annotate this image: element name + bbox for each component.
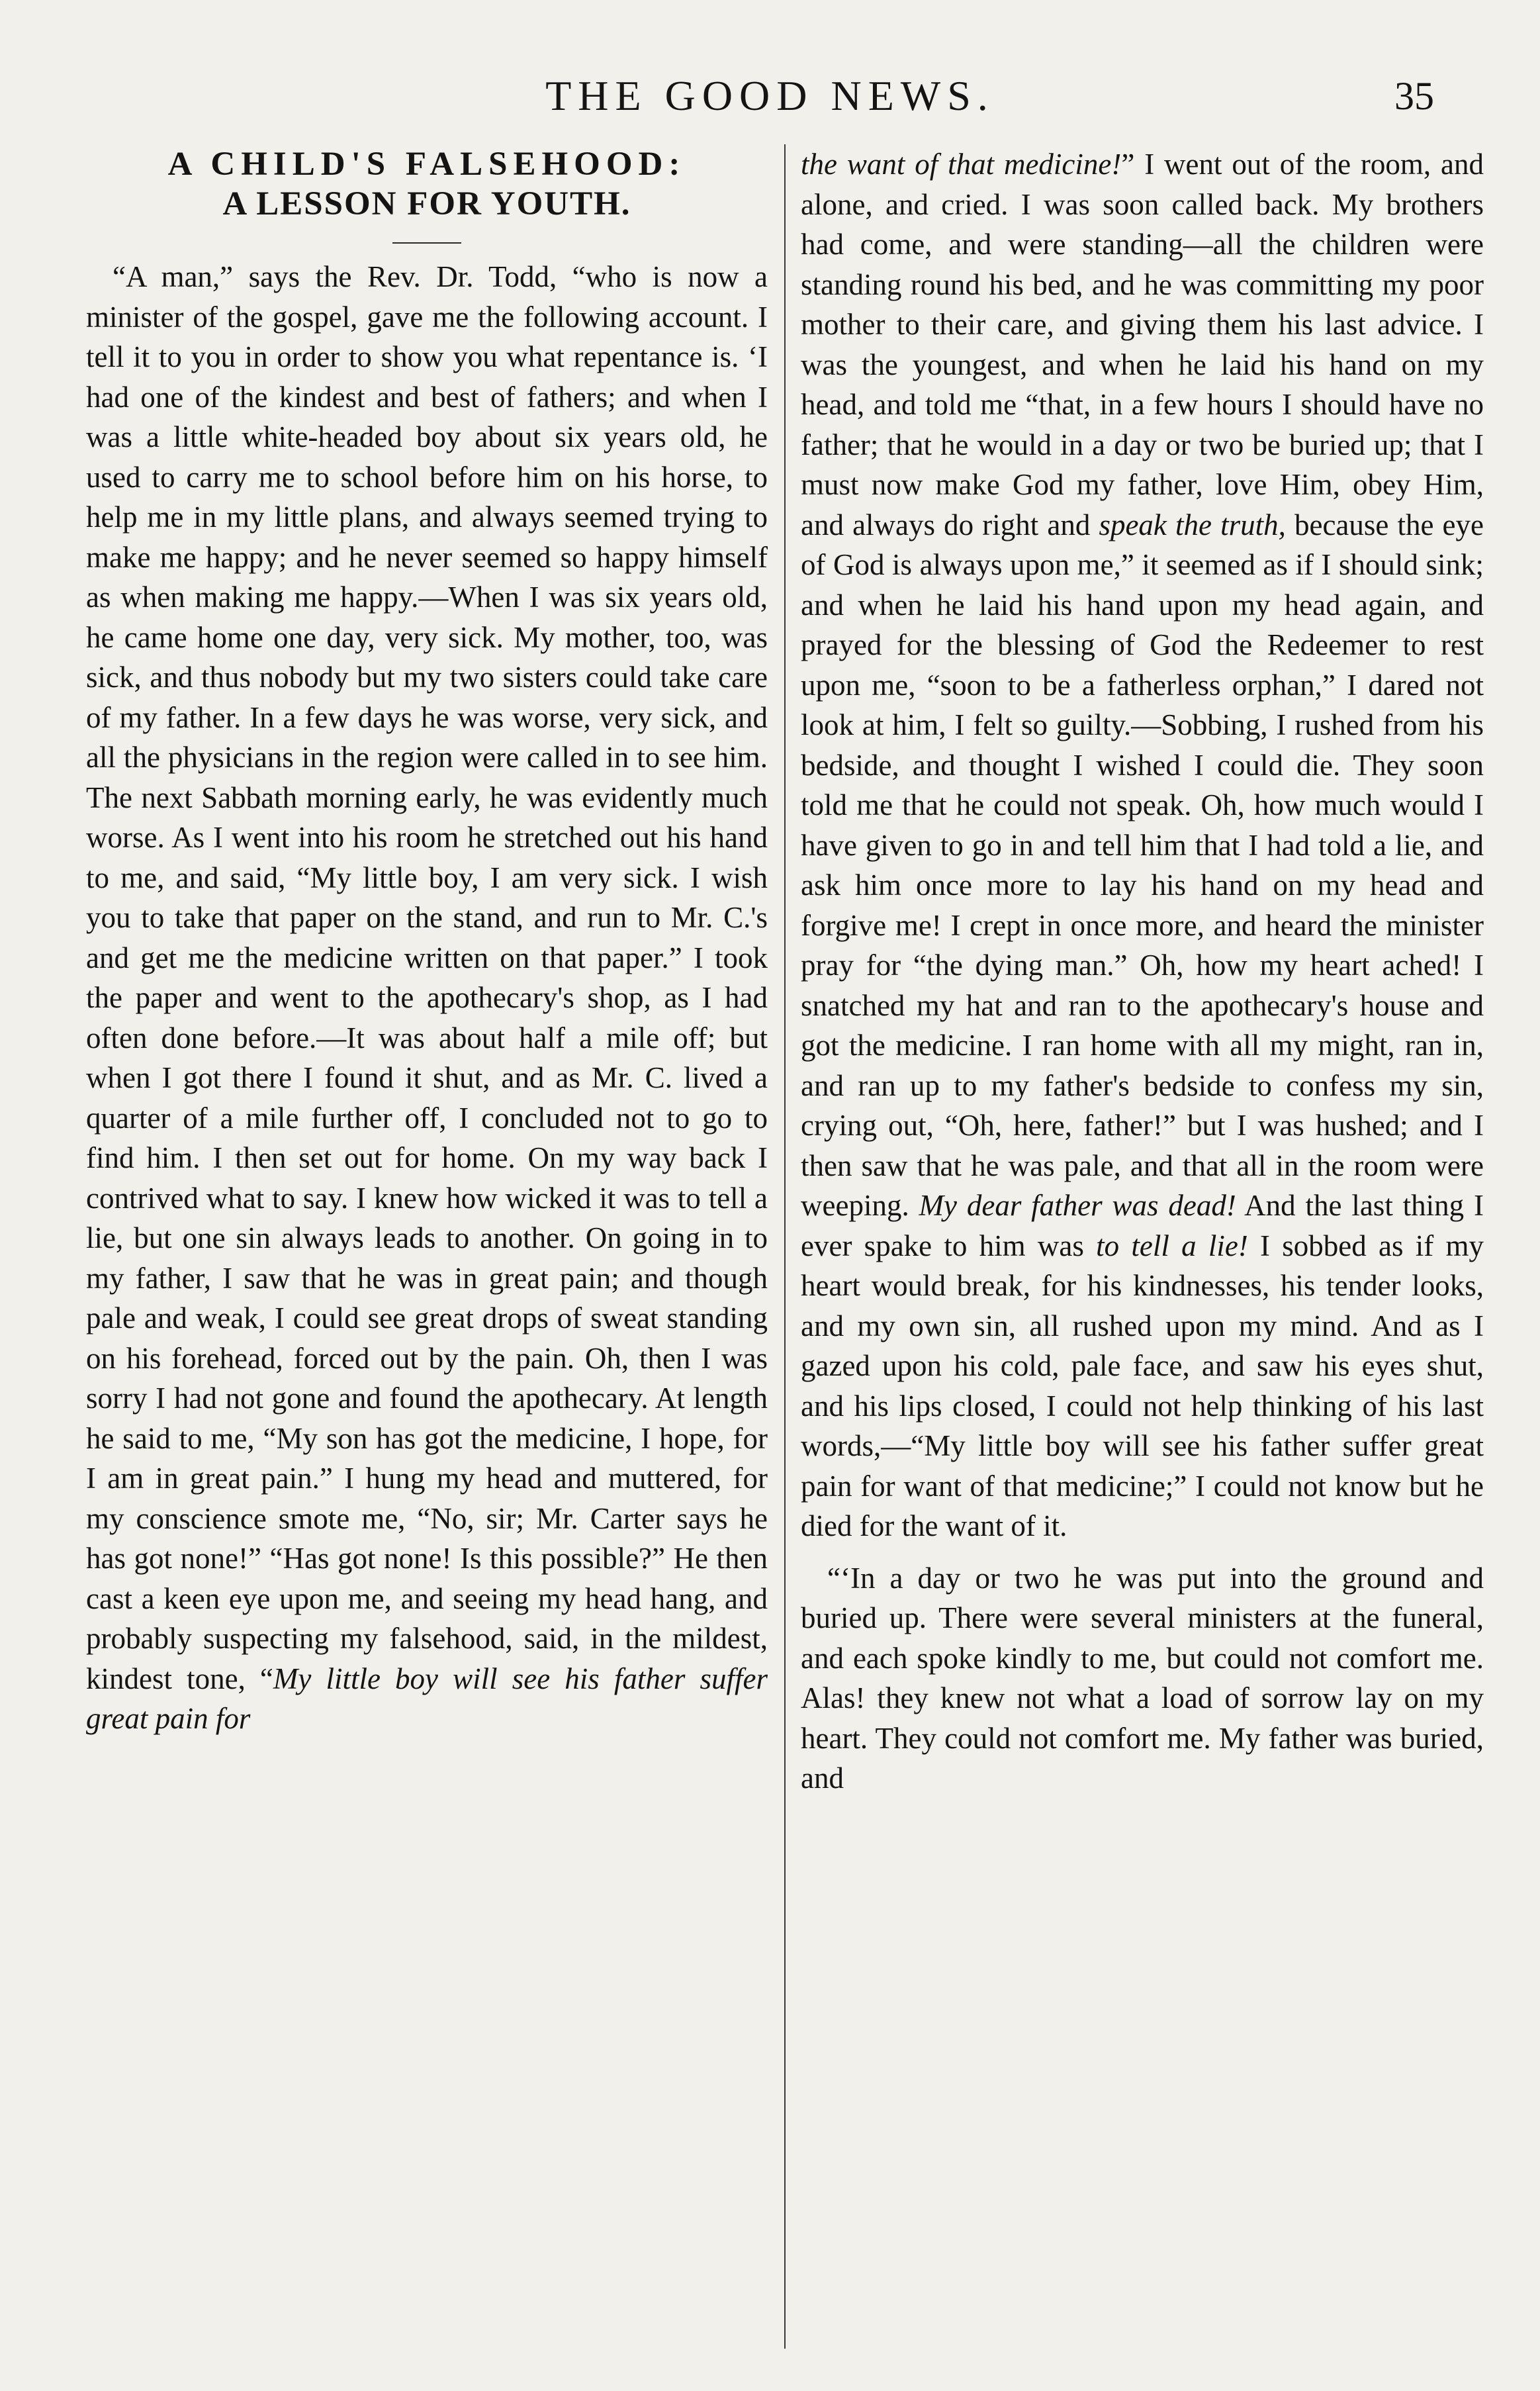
article-paragraph: “‘In a day or two he was put into the ground and buried up. There were several ministers at the funeral, and each spoke kindly to me, but could not comfort me. Alas! they knew not what a load of sorrow lay on my heart. They could not comfort me. My father was buried, and — [801, 1561, 1484, 1795]
page-number: 35 — [1394, 74, 1434, 118]
article-paragraph — [86, 257, 768, 1739]
paragraph-italic-text: My dear father was dead! — [919, 1189, 1236, 1222]
paragraph-italic-text: My little boy will see his father suffer great pain for — [86, 1662, 768, 1735]
paragraph-italic-text: speak the truth, — [1099, 508, 1286, 541]
running-head — [0, 70, 1540, 122]
article-title — [86, 144, 768, 224]
paragraph-text: “A man,” says the Rev. Dr. Todd, “who is now a minister of the gospel, gave me the following account. I tell it to you in order to show you what repentance is. ‘I had one of the kindest and best of fathers; and when I was a little white-headed boy about six years old, he used to carry me to school before him on his horse, to help me in my little plans, and always seemed trying to make me happy; and he never seemed so happy himself as when making me happy.—When I was six years old, he came home one day, very sick. My mother, too, was sick, and thus nobody but my two sisters could take care of my father. In a few days he was worse, very sick, and all the physicians in the region were called in to see him. The next Sabbath morning early, he was evidently much worse. As I went into his room he stretched out his hand to me, and said, “My little boy, I am very sick. I wish you to take that paper on the stand, and run to Mr. C.'s and get me the medicine written on that paper.” I took the paper and went to the apothecary's shop, as I had often done before.—It was about half a mile off; but when I got there I found it shut, and as Mr. C. lived a quarter of a mile further off, I concluded not to go to find him. I then set out for home. On my way back I contrived what to say. I knew how wicked it was to tell a lie, but one sin always leads to another. On going in to my father, I saw that he was in great pain; and though pale and weak, I could see great drops of sweat standing on his forehead, forced out by the pain. Oh, then I was sorry I had not gone and found the apothecary. At length he said to me, “My son has got the medicine, I hope, for I am in great pain.” I hung my head and muttered, for my conscience smote me, “No, sir; Mr. Carter says he has got none!” “Has got none! Is this possible?” He then cast a keen eye upon me, and seeing my head hang, and probably suspecting my falsehood, said, in the mildest, kindest tone, “ — [86, 260, 768, 1695]
article-title-line-2: A LESSON FOR YOUTH. — [222, 185, 631, 222]
article-title-line-1: A CHILD'S FALSEHOOD: — [167, 146, 686, 183]
paragraph-italic-text: to tell a lie! — [1096, 1229, 1248, 1262]
left-column — [86, 144, 768, 2349]
journal-title: THE GOOD NEWS. — [545, 72, 995, 119]
paragraph-text: because the eye of God is always upon me,” it seemed as if I should sink; and when he laid his hand upon my head again, and prayed for the blessing of God the Redeemer to rest upon me, “soon to be a fatherless orphan,” I dared not look at him, I felt so guilty.—Sobbing, I rushed from his bedside, and thought I wished I could die. They soon told me that he could not speak. Oh, how much would I have given to go in and tell him that I had told a lie, and ask him once more to lay his hand on my head and forgive me! I crept in once more, and heard the minister pray for “the dying man.” Oh, how my heart ached! I snatched my hat and ran to the apothecary's house and got the medicine. I ran home with all my might, ran in, and ran up to my father's bedside to confess my sin, crying out, “Oh, here, father!” but I was hushed; and I then saw that he was pale, and that all in the room were weeping. — [801, 508, 1484, 1222]
title-divider — [392, 242, 461, 244]
paragraph-text: And the last thing I ever spake to him was — [801, 1189, 1484, 1262]
paragraph-text: ” I went out of the room, and alone, and cried. I was soon called back. My brothers had come, and were standing—all the children were standing round his bed, and he was committing my poor mother to their care, and giving them his last advice. I was the youngest, and when he laid his hand on my head, and told me “that, in a few hours I should have no father; that he would in a day or two be buried up; that I must now make God my father, love Him, obey Him, and always do right and — [801, 148, 1484, 541]
article-paragraph-continued — [801, 144, 1484, 1546]
paragraph-italic-text: the want of that medicine! — [801, 148, 1122, 181]
column-divider — [784, 144, 786, 2349]
paragraph-text: I sobbed as if my heart would break, for his kindnesses, his tender looks, and my own sin, all rushed upon my mind. And as I gazed upon his cold, pale face, and saw his eyes shut, and his lips closed, I could not help thinking of his last words,—“My little boy will see his father suffer great pain for want of that medicine;” I could not know but he died for the want of it. — [801, 1229, 1484, 1542]
right-column — [801, 144, 1484, 2349]
